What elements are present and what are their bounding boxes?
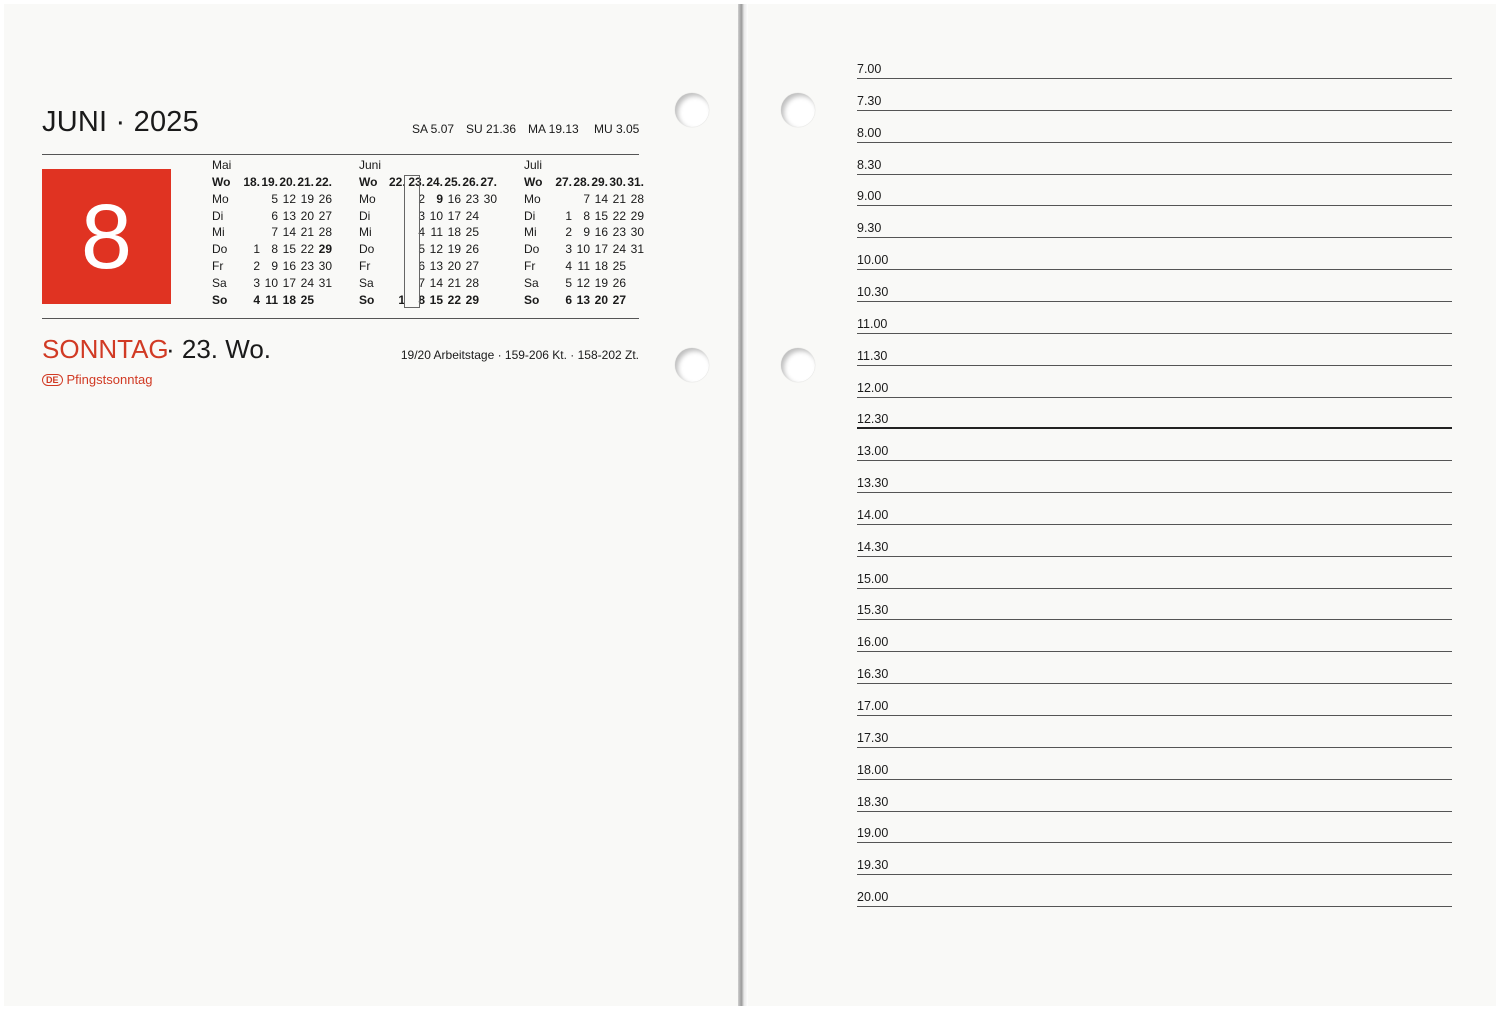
date-cell: 13 xyxy=(429,258,443,273)
date-cell: 30 xyxy=(318,258,332,273)
date-cell: 18 xyxy=(282,292,296,307)
date-cell: 14 xyxy=(282,225,296,240)
date-cell: 11 xyxy=(577,258,590,273)
week-number-cell: 29. xyxy=(591,175,608,189)
date-cell xyxy=(479,241,497,258)
week-number-cell: 24. xyxy=(426,175,443,189)
time-label: 9.30 xyxy=(857,221,882,236)
weekday-label: Sa xyxy=(524,275,539,290)
time-label: 13.30 xyxy=(857,476,889,491)
date-cell: 21 xyxy=(612,191,626,206)
mini-calendar-row xyxy=(524,292,644,309)
date-cell: 19 xyxy=(300,191,314,206)
date-cell: 8 xyxy=(418,292,425,307)
weekday-label: Di xyxy=(212,208,224,223)
date-cell: 18 xyxy=(594,258,608,273)
date-cell xyxy=(479,258,497,275)
mini-calendar-row xyxy=(524,208,644,225)
date-cell xyxy=(626,258,644,275)
time-slot xyxy=(857,461,1452,493)
date-cell: 23 xyxy=(612,225,626,240)
mini-calendar-row xyxy=(359,191,497,208)
week-number-cell: 22. xyxy=(315,175,332,189)
sunrise-time: SA 5.07 xyxy=(412,122,455,136)
mini-calendar-row xyxy=(524,174,644,191)
weekday-label: Mo xyxy=(524,191,541,206)
weekday-label: Fr xyxy=(359,258,371,273)
date-cell: 15 xyxy=(429,292,443,307)
time-label: 11.00 xyxy=(857,316,888,331)
time-label: 9.00 xyxy=(857,189,882,204)
weekday-label: Fr xyxy=(212,258,224,273)
date-cell: 26 xyxy=(465,242,479,257)
date-cell: 23 xyxy=(300,258,314,273)
date-cell: 24 xyxy=(465,208,479,223)
time-slot xyxy=(857,780,1452,812)
punch-hole xyxy=(781,348,815,382)
time-slot xyxy=(857,620,1452,652)
date-cell: 17 xyxy=(282,275,296,290)
weekday-label: Mo xyxy=(359,191,376,206)
date-cell: 27 xyxy=(318,208,332,223)
time-label: 17.30 xyxy=(857,730,889,745)
week-number-cell: 25. xyxy=(444,175,461,189)
time-slot xyxy=(857,143,1452,175)
time-slot xyxy=(857,366,1452,398)
date-cell: 21 xyxy=(300,225,314,240)
calendar-divider xyxy=(42,318,639,319)
mini-calendar-row xyxy=(524,258,644,275)
date-cell xyxy=(479,292,497,309)
mini-calendar-row xyxy=(359,292,497,309)
date-cell: 7 xyxy=(583,191,590,206)
time-slot xyxy=(857,47,1452,79)
date-cell: 18 xyxy=(447,225,461,240)
date-cell xyxy=(389,191,405,208)
mini-calendar-row xyxy=(212,258,332,275)
time-slot xyxy=(857,716,1452,748)
time-label: 12.30 xyxy=(857,412,889,427)
time-slot xyxy=(857,334,1452,366)
date-cell xyxy=(242,208,260,225)
date-cell: 30 xyxy=(630,225,644,240)
date-cell: 19 xyxy=(447,242,461,257)
date-cell: 25 xyxy=(300,292,314,307)
date-cell: 2 xyxy=(253,258,260,273)
date-cell: 8 xyxy=(271,242,278,257)
time-label: 17.00 xyxy=(857,699,889,713)
date-cell: 27 xyxy=(612,292,626,307)
time-slot xyxy=(857,684,1452,716)
date-cell: 2 xyxy=(565,225,572,240)
date-cell: 11 xyxy=(430,225,443,240)
week-number-cell: 27. xyxy=(555,175,572,189)
date-cell: 15 xyxy=(282,242,296,257)
mini-calendar-row xyxy=(359,258,497,275)
time-label: 15.30 xyxy=(857,603,889,618)
mini-calendar-row xyxy=(212,174,332,191)
mini-calendar-row xyxy=(212,275,332,292)
mini-calendar-row xyxy=(359,174,497,191)
date-cell xyxy=(479,208,497,225)
date-cell: 14 xyxy=(594,191,608,206)
date-cell: 4 xyxy=(253,292,260,307)
date-cell xyxy=(554,191,572,208)
weekday-label: Do xyxy=(212,242,228,257)
week-number-cell: 30. xyxy=(609,175,626,189)
time-label: 18.00 xyxy=(857,762,889,777)
date-cell: 11 xyxy=(265,292,278,307)
holiday-name: Pfingstsonntag xyxy=(66,372,153,387)
date-cell xyxy=(389,241,405,258)
time-label: 15.00 xyxy=(857,571,889,586)
weekday-label: Mi xyxy=(212,225,225,240)
time-slot xyxy=(857,174,1452,206)
date-cell: 24 xyxy=(612,242,626,257)
time-slot xyxy=(857,557,1452,589)
mini-calendar-row xyxy=(524,191,644,208)
date-cell: 22 xyxy=(447,292,461,307)
mini-calendar-row xyxy=(212,292,332,309)
date-cell: 1 xyxy=(398,292,405,307)
date-cell: 12 xyxy=(429,242,443,257)
weekday-name: SONNTAG xyxy=(42,334,169,364)
date-cell: 9 xyxy=(436,191,443,206)
mini-calendar-month: Juni xyxy=(359,158,382,172)
mini-calendar-row xyxy=(212,208,332,225)
date-cell xyxy=(479,224,497,241)
time-label: 16.00 xyxy=(857,635,889,650)
date-cell: 7 xyxy=(418,275,425,290)
weekday-label: Fr xyxy=(524,258,536,273)
time-label: 7.30 xyxy=(857,93,882,108)
time-label: 20.00 xyxy=(857,890,889,905)
time-label: 11.30 xyxy=(857,348,888,363)
date-cell: 4 xyxy=(565,258,572,273)
week-number-cell: 20. xyxy=(279,175,296,189)
day-number: 8 xyxy=(80,185,133,288)
date-cell: 22 xyxy=(300,242,314,257)
time-slot xyxy=(857,238,1452,270)
week-number-cell: 21. xyxy=(297,175,314,189)
date-cell xyxy=(242,224,260,241)
date-cell: 31 xyxy=(630,242,644,257)
mini-calendar-row xyxy=(212,224,332,241)
weekday-label: Wo xyxy=(212,175,231,189)
moonset-time: MU 3.05 xyxy=(594,122,640,136)
date-cell: 3 xyxy=(253,275,260,290)
sunset-time: SU 21.36 xyxy=(466,122,517,136)
time-slot xyxy=(857,111,1452,143)
time-slot xyxy=(857,302,1452,334)
mini-calendar-row xyxy=(212,241,332,258)
date-cell: 16 xyxy=(594,225,608,240)
punch-hole xyxy=(675,348,709,382)
date-cell: 26 xyxy=(318,191,332,206)
time-slot xyxy=(857,270,1452,302)
month-year-title: JUNI · 2025 xyxy=(42,106,199,138)
mini-calendar-row xyxy=(524,275,644,292)
week-number-cell: 31. xyxy=(627,175,644,189)
weekday-label: Sa xyxy=(359,275,374,290)
weekday-label: Di xyxy=(359,208,371,223)
germany-flag-icon: DE xyxy=(42,374,63,386)
mini-calendar-row xyxy=(359,241,497,258)
date-cell xyxy=(389,258,405,275)
time-label: 12.00 xyxy=(857,380,889,395)
weekday-label: Do xyxy=(524,242,540,257)
time-slot xyxy=(857,206,1452,238)
time-label: 14.30 xyxy=(857,539,889,554)
date-cell xyxy=(626,275,644,292)
mini-calendar-month: Mai xyxy=(212,158,232,172)
date-cell: 29 xyxy=(318,242,332,257)
date-cell: 5 xyxy=(418,242,425,257)
date-cell xyxy=(314,292,332,309)
date-cell: 17 xyxy=(594,242,608,257)
time-label: 16.30 xyxy=(857,667,889,682)
date-cell: 27 xyxy=(465,258,479,273)
week-number-cell: 28. xyxy=(573,175,590,189)
date-cell: 17 xyxy=(447,208,461,223)
date-cell: 22 xyxy=(612,208,626,223)
date-cell: 15 xyxy=(594,208,608,223)
date-cell: 1 xyxy=(565,208,572,223)
date-cell: 26 xyxy=(612,275,626,290)
mini-calendar-row xyxy=(359,224,497,241)
date-cell: 16 xyxy=(447,191,461,206)
day-number-box xyxy=(42,169,171,304)
date-cell: 5 xyxy=(565,275,572,290)
time-label: 10.00 xyxy=(857,253,889,268)
moonrise-time: MA 19.13 xyxy=(528,122,579,136)
time-label: 19.00 xyxy=(857,826,889,841)
week-number-cell: 26. xyxy=(462,175,479,189)
punch-hole xyxy=(781,93,815,127)
time-label: 13.00 xyxy=(857,444,889,459)
date-cell: 13 xyxy=(576,292,590,307)
date-cell xyxy=(479,275,497,292)
mini-calendar-1 xyxy=(359,157,497,308)
mini-calendar-row xyxy=(524,224,644,241)
mini-calendar-2 xyxy=(524,157,644,308)
weekday-label: Mi xyxy=(524,225,537,240)
time-slot xyxy=(857,875,1452,907)
date-cell: 10 xyxy=(264,275,278,290)
time-slot xyxy=(857,588,1452,620)
date-cell: 30 xyxy=(483,191,497,206)
date-cell: 12 xyxy=(282,191,296,206)
time-slot xyxy=(857,525,1452,557)
date-cell: 25 xyxy=(465,225,479,240)
date-cell: 21 xyxy=(447,275,461,290)
date-cell: 23 xyxy=(465,191,479,206)
date-cell: 20 xyxy=(300,208,314,223)
weekday-label: Wo xyxy=(359,175,378,189)
date-cell: 20 xyxy=(447,258,461,273)
date-cell: 31 xyxy=(318,275,332,290)
date-cell: 29 xyxy=(465,292,479,307)
weekday-label: So xyxy=(359,292,375,307)
date-cell xyxy=(389,275,405,292)
date-cell: 6 xyxy=(418,258,425,273)
time-label: 14.00 xyxy=(857,507,889,522)
date-cell: 8 xyxy=(583,208,590,223)
date-cell: 28 xyxy=(318,225,332,240)
time-slot xyxy=(857,493,1452,525)
date-cell: 28 xyxy=(630,191,644,206)
date-cell: 20 xyxy=(594,292,608,307)
time-label: 10.30 xyxy=(857,284,889,299)
date-cell: 3 xyxy=(418,208,425,223)
time-slot xyxy=(857,748,1452,780)
time-slot xyxy=(857,397,1452,429)
weekday-label: So xyxy=(212,292,228,307)
weekday-label: Di xyxy=(524,208,536,223)
time-slot xyxy=(857,811,1452,843)
mini-calendar-row xyxy=(359,275,497,292)
weekday-label: Sa xyxy=(212,275,227,290)
time-label: 19.30 xyxy=(857,858,889,873)
weekday-label: Mi xyxy=(359,225,372,240)
mini-calendar-row xyxy=(359,208,497,225)
date-cell: 3 xyxy=(565,242,572,257)
date-cell xyxy=(242,191,260,208)
punch-hole xyxy=(675,93,709,127)
date-cell: 4 xyxy=(418,225,425,240)
date-cell: 6 xyxy=(271,208,278,223)
date-cell: 2 xyxy=(418,191,425,206)
week-number: · 23. Wo. xyxy=(166,334,272,364)
time-label: 18.30 xyxy=(857,794,889,809)
date-cell xyxy=(389,224,405,241)
time-slot xyxy=(857,79,1452,111)
time-slot xyxy=(857,429,1452,461)
mini-calendar-row xyxy=(524,241,644,258)
week-number-cell: 18. xyxy=(243,175,260,189)
date-cell: 25 xyxy=(612,258,626,273)
weekday-label: Wo xyxy=(524,175,543,189)
week-number-cell: 27. xyxy=(480,175,497,189)
weekday-label: So xyxy=(524,292,540,307)
holiday-label xyxy=(42,372,153,387)
date-cell: 5 xyxy=(271,191,278,206)
date-cell xyxy=(626,292,644,309)
date-cell: 13 xyxy=(282,208,296,223)
binding-fold xyxy=(738,4,748,1006)
time-label: 7.00 xyxy=(857,62,882,76)
date-cell: 9 xyxy=(271,258,278,273)
time-slot xyxy=(857,652,1452,684)
date-cell xyxy=(389,208,405,225)
date-cell: 16 xyxy=(282,258,296,273)
header-divider xyxy=(42,154,639,155)
time-slot xyxy=(857,843,1452,875)
date-cell: 28 xyxy=(465,275,479,290)
date-cell: 1 xyxy=(253,242,260,257)
date-cell: 10 xyxy=(429,208,443,223)
date-cell: 24 xyxy=(300,275,314,290)
date-cell: 29 xyxy=(630,208,644,223)
week-number-cell: 22. xyxy=(389,175,406,189)
time-slot-line xyxy=(857,906,1452,907)
mini-calendar-0 xyxy=(212,157,332,308)
date-cell: 7 xyxy=(271,225,278,240)
date-cell: 10 xyxy=(576,242,590,257)
date-cell: 12 xyxy=(576,275,590,290)
weekday-label: Do xyxy=(359,242,375,257)
weekday-label: Mo xyxy=(212,191,229,206)
current-week-highlight xyxy=(404,175,420,308)
time-label: 8.00 xyxy=(857,125,882,140)
week-number-cell: 23. xyxy=(408,175,425,189)
mini-calendar-row xyxy=(212,191,332,208)
date-cell: 19 xyxy=(594,275,608,290)
date-cell: 6 xyxy=(565,292,572,307)
date-cell: 9 xyxy=(583,225,590,240)
workdays-info: 19/20 Arbeitstage · 159-206 Kt. · 158-202 Zt. xyxy=(400,348,639,362)
time-label: 8.30 xyxy=(857,157,882,172)
date-cell: 14 xyxy=(429,275,443,290)
mini-calendar-month: Juli xyxy=(524,158,543,172)
week-number-cell: 19. xyxy=(261,175,278,189)
